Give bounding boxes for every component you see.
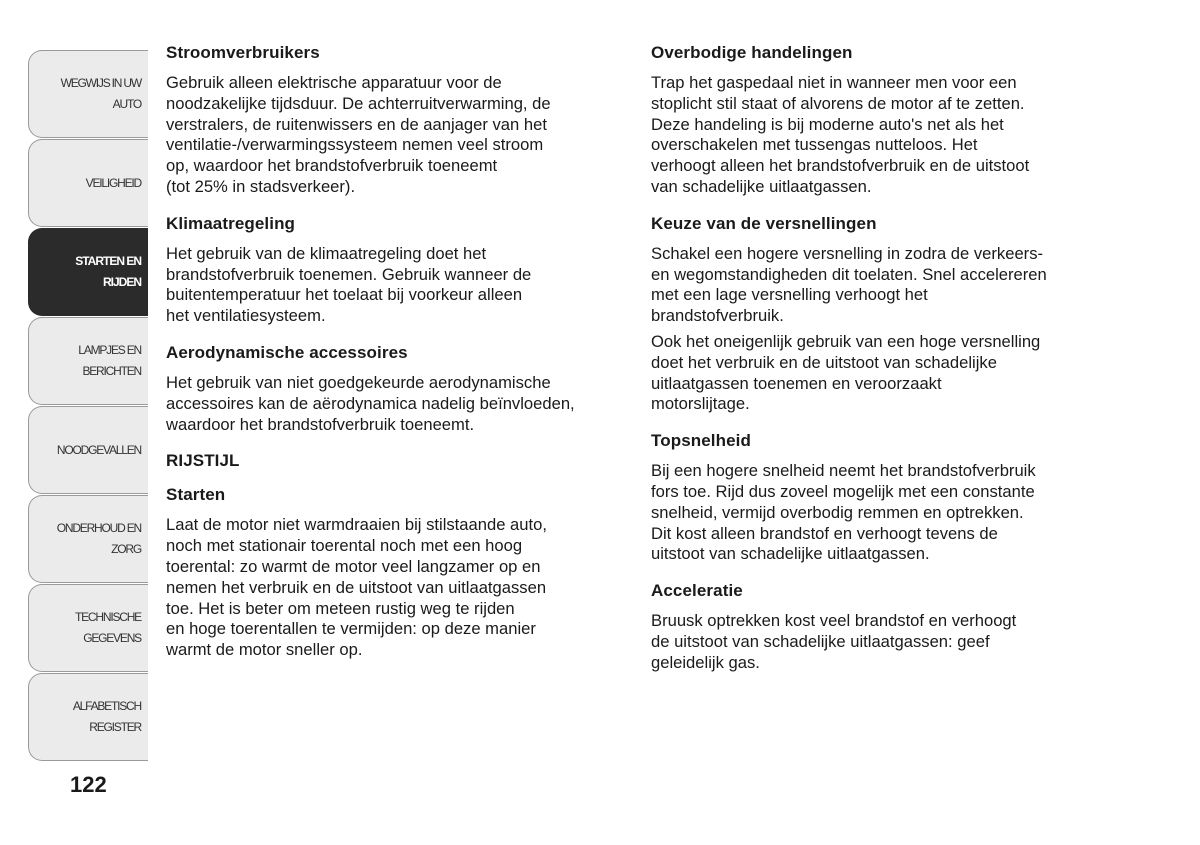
sidebar-tab-7[interactable]: [28, 584, 148, 672]
body-paragraph: Het gebruik van de klimaatregeling doet het brandstofverbruik toenemen. Gebruik wanneer de buitentemperatuur het toelaat bij voorkeur alleen het ventilatiesysteem.: [166, 243, 532, 326]
sidebar-tab-label: ONDERHOUD EN ZORG: [56, 521, 141, 556]
sidebar-tab-label: WEGWIJS IN UW AUTO: [60, 76, 141, 111]
sidebar-tab-3[interactable]: [28, 228, 148, 316]
right-column: [651, 42, 1121, 689]
sidebar-tab-5[interactable]: [28, 406, 148, 494]
section: [651, 580, 1121, 673]
sidebar-tab-2[interactable]: [28, 139, 148, 227]
section: [166, 42, 636, 198]
sidebar-tab-4[interactable]: [28, 317, 148, 405]
sidebar-tab-label: STARTEN EN RIJDEN: [75, 254, 141, 289]
section: [166, 450, 636, 472]
body-paragraph: Het gebruik van niet goedgekeurde aerodynamische accessoires kan de aërodynamica nadelig beïnvloeden, waardoor het brandstofverbruik toeneemt.: [166, 372, 575, 434]
section-heading: Topsnelheid: [651, 431, 751, 451]
section-heading: Stroomverbruikers: [166, 43, 320, 62]
section-heading: Acceleratie: [651, 581, 743, 601]
section-heading: Keuze van de versnellingen: [651, 213, 877, 233]
sidebar-tab-label: VEILIGHEID: [85, 175, 141, 190]
body-paragraph: Ook het oneigenlijk gebruik van een hoge versnelling doet het verbruik en de uitstoot van schadelijke uitlaatgassen toenemen en veroorzaakt motorslijtage.: [651, 331, 1041, 414]
section: [651, 42, 1121, 198]
left-column: [166, 42, 636, 676]
section: [651, 430, 1121, 565]
page-number: 122: [70, 772, 107, 797]
body-paragraph: Gebruik alleen elektrische apparatuur voor de noodzakelijke tijdsduur. De achterruitverwarming, de verstralers, de ruitenwissers en de aanjager van het ventilatie-/verwarmingssysteem nemen veel stroom op, waardoor het brandstofverbruik toeneemt (tot 25% in stadsverkeer).: [166, 73, 551, 196]
section-heading: Aerodynamische accessoires: [166, 342, 408, 362]
body-paragraph: Bij een hogere snelheid neemt het brandstofverbruik fors toe. Rijd dus zoveel mogelijk met een constante snelheid, vermijd overbodig remmen en optrekken. Dit kost alleen brandstof en verhoogt tevens de uitstoot van schadelijke uitlaatgassen.: [651, 461, 1036, 564]
chapter-sidebar: [28, 50, 148, 762]
body-paragraph: Bruusk optrekken kost veel brandstof en verhoogt de uitstoot van schadelijke uitlaatgassen: geef geleidelijk gas.: [651, 611, 1017, 672]
section-heading: Overbodige handelingen: [651, 43, 853, 62]
sidebar-tab-label: TECHNISCHE GEGEVENS: [74, 610, 141, 645]
section-heading: Klimaatregeling: [166, 213, 296, 233]
sidebar-tab-6[interactable]: [28, 495, 148, 583]
section: [651, 213, 1121, 415]
sidebar-tab-8[interactable]: [28, 673, 148, 761]
section: [166, 342, 636, 435]
sidebar-tab-label: ALFABETISCH REGISTER: [72, 699, 141, 734]
body-paragraph: Laat de motor niet warmdraaien bij stilstaande auto, noch met stationair toerental noch met een hoog toerental: zo warmt de motor veel langzamer op en nemen het verbruik en de uitstoot van uitlaatgassen toe. Het is beter om meteen rustig weg te rijden en hoge toerentallen te vermijden: op deze manier warmt de motor sneller op.: [166, 515, 547, 660]
sidebar-tab-1[interactable]: [28, 50, 148, 138]
body-paragraph: Schakel een hogere versnelling in zodra de verkeers- en wegomstandigheden dit toelaten. Snel accelereren met een lage versnelling verhoogt het brandstofverbruik.: [651, 243, 1047, 326]
section: [166, 484, 636, 661]
section-heading: Starten: [166, 485, 226, 505]
sidebar-tab-label: LAMPJES EN BERICHTEN: [78, 343, 141, 378]
section-heading: RIJSTIJL: [166, 451, 240, 471]
body-paragraph: Trap het gaspedaal niet in wanneer men voor een stoplicht stil staat of alvorens de motor af te zetten. Deze handeling is bij moderne auto's net als het overschakelen met tussengas nutteloos. Het verhoogt alleen het brandstofverbruik en de uitstoot van schadelijke uitlaatgassen.: [651, 73, 1030, 196]
sidebar-tab-label: NOODGEVALLEN: [56, 442, 141, 457]
section: [166, 213, 636, 327]
